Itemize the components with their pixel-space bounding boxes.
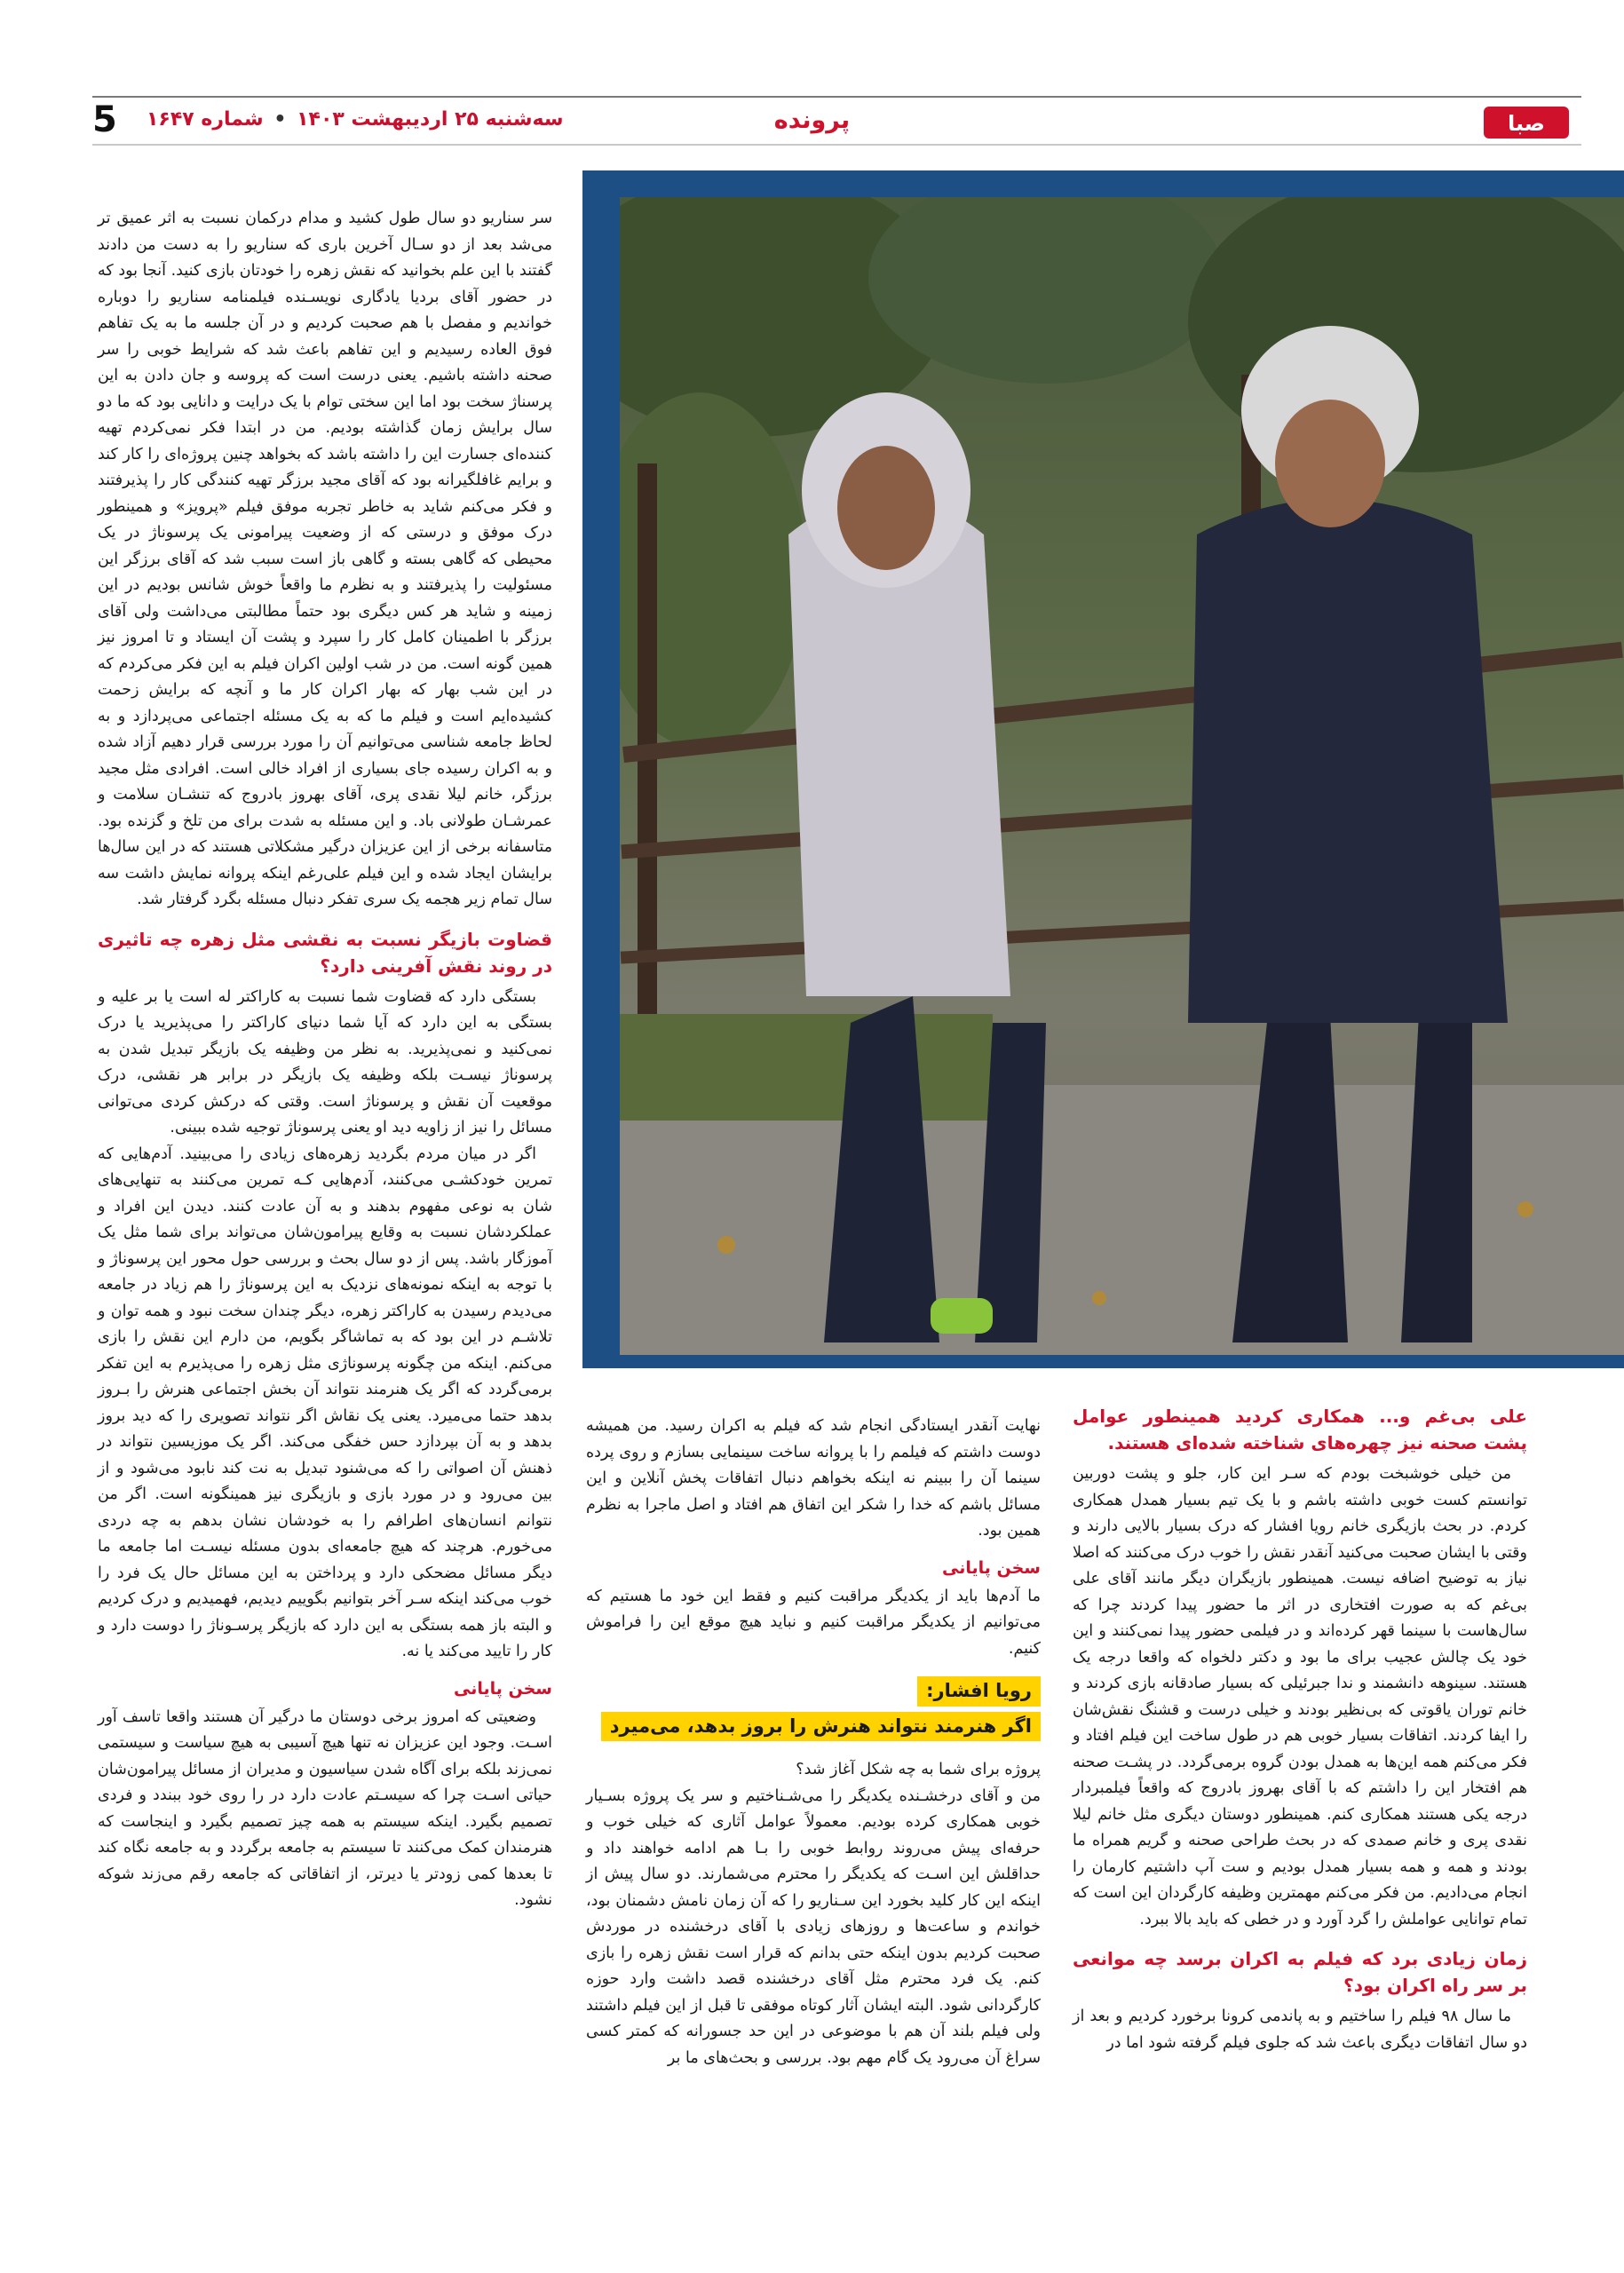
section-title: پرونده	[773, 107, 851, 134]
middle-question: پروژه برای شما به چه شکل آغاز شد؟	[796, 1761, 1041, 1778]
issue-separator: •	[273, 108, 287, 131]
right-heading-1: علی بی‌غم و... همکاری کردید همینطور عوامل پشت صحنه نیز چهره‌های شناخته شده‌ای هستند.	[1073, 1406, 1527, 1453]
svg-text:صبا: صبا	[1508, 111, 1545, 136]
left-paragraph-3: اگر در میان مردم بگردید زهره‌های زیادی را می‌بینید. آدم‌هایی که تمرین خودکشـی می‌کنند، آدم‌هایی کـه تمرین می‌کنند به تنهایی‌های شان به نوعی مفهوم بدهند و به آن عادت کنند. دیدن این افراد و عملکردشان نسبت به وقایع پیرامون‌شان می‌تواند برای شما مثل یک آموزگار باشد. پس از دو سال بحث و بررسی حول محور این پرسوناژ و با توجه به اینکه نمونه‌های نزدیک به این پرسوناژ را هم زیاد در جامعه می‌دیدم رسیدن به کاراکتر زهره، دیگر چندان سخت نبود و همه توان و تلاشـم در این بود که به تماشاگر بگویم، من دارم این نقش را بازی می‌کنم. اینکه من چگونه پرسوناژی مثل زهره را می‌پذیرم به این تفکر برمی‌گردد که اگر یک هنرمند نتواند آن بخش اجتماعی هنرش را بـروز بدهد حتما می‌میرد. یعنی یک نقاش اگر نتواند تصویری را که دید بروز بدهد و به آن بپردازد حس خفگی می‌کند. اگر یک موزیسین نتواند در ذهنش آن اصواتی را که می‌شنود تبدیل به نت کند نابود می‌شود و از بین می‌رود و در مورد بازی و بازیگری نیز همینگونه است. اگر من نتوانم انسان‌های اطرافم را به خودشان نشان بدهم به چه دردی می‌خورم. هرچند که هیچ جامعه‌ای بدون مسئله نیسـت اما جامعه ما دیگر مسائل مضحکی دارد و پرداختن به این مسائل حال یک فرد را خوب می‌کند اینکه سـر آخر بتوانیم بگوییم دیدیم، فهمیدیم و درک کردیم و البته باز همه بستگی به این دارد که بازیگر پرسـوناژ را دوست دارد و کار را تایید می‌کند یا نه.	[98, 1144, 552, 1660]
right-paragraph-1: من خیلی خوشبخت بودم که سـر این کار، جلو و پشت دوربین توانستم کست خوبی داشته باشم و با یک تیم بسیار همدل همکاری کردم. در بحث بازیگری خانم رویا افشار که درک بسیار بالایی دارند و وقتی با ایشان صحبت می‌کنید آنقدر نقش را خوب درک می‌کنند که اصلا نیاز به توضیح اضافه نیست. همینطور بازیگران دیگر مانند آقای علی بی‌غم که به صورت افتخاری در اثر ما حضور پیدا کردند چرا که سال‌هاست با سینما قهر کرده‌اند و در فیلمی حضور پیدا نمی‌کنند و این خود یک چالش عجیب برای ما بود و دکتر دلخواه که واقعا درجه یک هستند. سینوهه دانشمند و ندا جبرئیلی که بسیار صادقانه بازی کردند و خانم توران یاقوتی که بی‌نظیر بودند و خیلی درست و قشنگ نقش‌شان را ایفا کردند. اتفاقات بسیار خوبی هم در طول ساخت این فیلم افتاد و فکر می‌کنم همه این‌ها به همدل بودن گروه برمی‌گردد. در پشـت صحنه هم افتخار این را داشتم که با آقای بهروز بادروج که واقعاً فیلمبردار درجه یکی هستند همکاری کنم. همینطور دوستان دیگری مثل خانم لیلا نقدی پری و خانم صمدی که در بحث طراحی صحنه و گریم همراه ما بودند و همه و همه بسیار همدل بودیم و ست آپ داشتیم کارمان را انجام می‌دادیم. من فکر می‌کنم مهمترین وظیفه کارگردان این است که تمام توانایی عواملش را گرد آورد و در خطی که باید بالا ببرد.	[1073, 1465, 1527, 1928]
right-heading-2: زمان زیادی برد که فیلم به اکران برسد چه موانعی بر سر راه اکران بود؟	[1073, 1948, 1527, 1996]
header-bottom-rule	[92, 144, 1581, 146]
issue-date: سه‌شنبه ۲۵ اردیبهشت ۱۴۰۳	[297, 108, 564, 131]
middle-closing-subheading: سخن پایانی	[942, 1557, 1041, 1578]
middle-paragraph-3: من و آقای درخشـنده یکدیگر را می‌شـناختیم و سر یک پروژه بسـیار خوبی همکاری کرده بودیم. معمولاً عوامل آثاری که خیلی خوب و حرفه‌ای پیش می‌روند روابط خوبی را بـا هم ادامه خواهند داد و حداقلش این اسـت که یکدیگر را محترم می‌شمارند. دو سال پیش از اینکه این کار کلید بخورد این سـناریو را که آن زمان نامش دشمنان بود، خواندم و ساعت‌ها و روزهای زیادی با آقای درخشنده در موردش صحبت کردیم بدون اینکه حتی بدانم که قرار است نقش زهره را بازی کنم. یک فرد محترم مثل آقای درخشنده قصد داشت وارد حوزه کارگردانی شود. البته ایشان آثار کوتاه موفقی تا قبل از این فیلم داشتند ولی فیلم بلند آن هم با موضوعی در این حد جسورانه که کمتر کسی سراغ آن می‌رود یک گام مهم بود. بررسی و بحث‌های ما بر	[586, 1786, 1041, 2067]
middle-paragraph-1: نهایت آنقدر ایستادگی انجام شد که فیلم به اکران رسید. من همیشه دوست داشتم که فیلمم را با پروانه ساخت سینمایی بسازم و روی پرده سینما آن را ببینم نه اینکه بخواهم دنبال اتفاقات پخش آنلاین و این مسائل باشم که خدا را شکر این اتفاق هم افتاد و اصل ماجرا به نظرم همین بود.	[586, 1417, 1041, 1540]
middle-paragraph-2: ما آدم‌ها باید از یکدیگر مراقبت کنیم و فقط این خود ما هستیم که می‌توانیم از یکدیگر مراقبت کنیم و نباید هیچ موقع این را فراموش کنیم.	[586, 1587, 1041, 1658]
pull-quote	[586, 1676, 1041, 1741]
issue-info	[147, 108, 564, 131]
left-column	[98, 206, 552, 1914]
left-question-heading: قضاوت بازیگر نسبت به نقشی مثل زهره چه تاثیری در روند نقش آفرینی دارد؟	[98, 928, 552, 977]
article-photo	[620, 197, 1624, 1355]
right-column	[1073, 1403, 1527, 2056]
middle-column	[586, 1414, 1041, 2071]
left-closing-subheading: سخن پایانی	[454, 1678, 552, 1699]
two-boys-walking-photo	[620, 197, 1624, 1355]
left-paragraph-4: وضعیتی که امروز برخی دوستان ما درگیر آن هستند واقعا تاسف آور اسـت. وجود این عزیزان نه تنها هیچ آسیبی به هیچ سیاست و سیستمی نمی‌زند بلکه برای آگاه شدن سیاسیون و مدیران از مسائل پیرامون‌شان حیاتی اسـت چرا که سیسـتم عادت دارد در را روی خود ببندد و فردی تصمیم بگیرد. اینکه سیستم به همه چیز تصمیم بگیرد و اینجاست که هنرمندان کمک می‌کنند تا سیستم به جامعه برگردد و به جامعه نگاه کند تا بعدها کمی زودتر یا دیرتر، از اتفاقاتی که جامعه رقم می‌زند شوکه نشود.	[98, 1707, 552, 1909]
header-top-rule	[92, 96, 1581, 98]
pull-quote-name: رویا افشار:	[917, 1676, 1041, 1707]
page-number: 5	[92, 99, 117, 140]
issue-number: شماره ۱۶۴۷	[147, 108, 264, 131]
left-paragraph-1: سر سناریو دو سال طول کشید و مدام درکمان نسبت به اثر عمیق تر می‌شد بعد از دو سـال آخرین باری که سناریو را به دست من دادند گفتند با این علم بخوانید که نقش زهره را خودتان بازی کنید. آنجا بود که در حضور آقای بردیا یادگاری نویسـنده فیلمنامه سناریو را دوباره خواندیم و مفصل با هم صحبت کردیم و در آن جلسه ما به یک تفاهم فوق العاده رسیدیم و این تفاهم باعث شد که شرایط خوبی را سر صحنه داشته باشیم. یعنی درست است که پروسه و جان دادن به این پرسناژ سخت بود اما این سختی توام با یک درایت و دانایی بود که ما دو سال برایش زمان گذاشته بودیم. من در ابتدا فکر نمی‌کردم تهیه کننده‌ای جسارت این را داشته باشد که بخواهد چنین پروژه‌ای را کار کند و برایم غافلگیرانه بود که آقای مجید برزگر تهیه کنندگی کار را پذیرفتند و فکر می‌کنم شاید به خاطر تجربه موفق فیلم «پرویز» و همینطور درک موفق و درستی که از وضعیت پیرامونی یک پرسوناژ در یک محیطی که گاهی بسته و گاهی باز است سبب شد که آقای برزگر این مسئولیت را پذیرفتند و به نظرم ما واقعاً خوش شانس بودیم در این زمینه و شاید هر کس دیگری بود حتماً مطالبتی می‌داشت ولی آقای برزگر با اطمینان کامل کار را سپرد و پشت آن ایستاد و تا امروز نیز همین گونه است. من در شب اولین اکران فیلم به این فکر می‌کردم که در این شب بهار که بهار اکران کار ما و آنچه که برایش زحمت کشیده‌ایم است و فیلم ما که به یک مسئله اجتماعی می‌پردازد و به لحاظ جامعه شناسی می‌توانیم آن را مورد بررسی قرار دهیم آزاد شده و به اکران رسیده جای بسیاری از افراد خالی است. افرادی مثل مجید برزگر، خانم لیلا نقدی پری، آقای بهروز بادروج که تنشـان سلامت و عمرشـان طولانی باد. و این مسئله به شدت برای من تلخ و گزنده بود. متاسفانه برخی از این عزیزان درگیر مشکلاتی هستند که در این سال‌ها برایشان ایجاد شده و این فیلم علی‌رغم اینکه پروانه نمایش داشت سه سال تمام زیر هجمه یک سری تفکر دنبال مسئله بگرد گرفتار شد.	[98, 210, 552, 908]
right-paragraph-2: ما سال ۹۸ فیلم را ساختیم و به پاندمی کرونا برخورد کردیم و بعد از دو سال اتفاقات دیگری باعث شد که جلوی فیلم گرفته شود اما در	[1073, 2008, 1527, 2052]
pull-quote-text: اگر هنرمند نتواند هنرش را بروز بدهد، می‌میرد	[601, 1712, 1041, 1742]
left-paragraph-2: بستگی دارد که قضاوت شما نسبت به کاراکتر له است یا بر علیه و بستگی به این دارد که آیا شما دنیای کاراکتر را می‌پذیرید یا درک نمی‌کنید و نمی‌پذیرید. به نظر من وظیفه یک بازیگر تبدیل شدن به پرسوناژ نیسـت بلکه وظیفه یک بازیگر در برابر هر نقشی، درک موقعیت آن نقش و پرسوناژ است. وقتی که درکش کردی می‌توانی مسائل را نیز از زاویه دید او یعنی پرسوناژ توجیه شده ببینی.	[98, 987, 552, 1136]
